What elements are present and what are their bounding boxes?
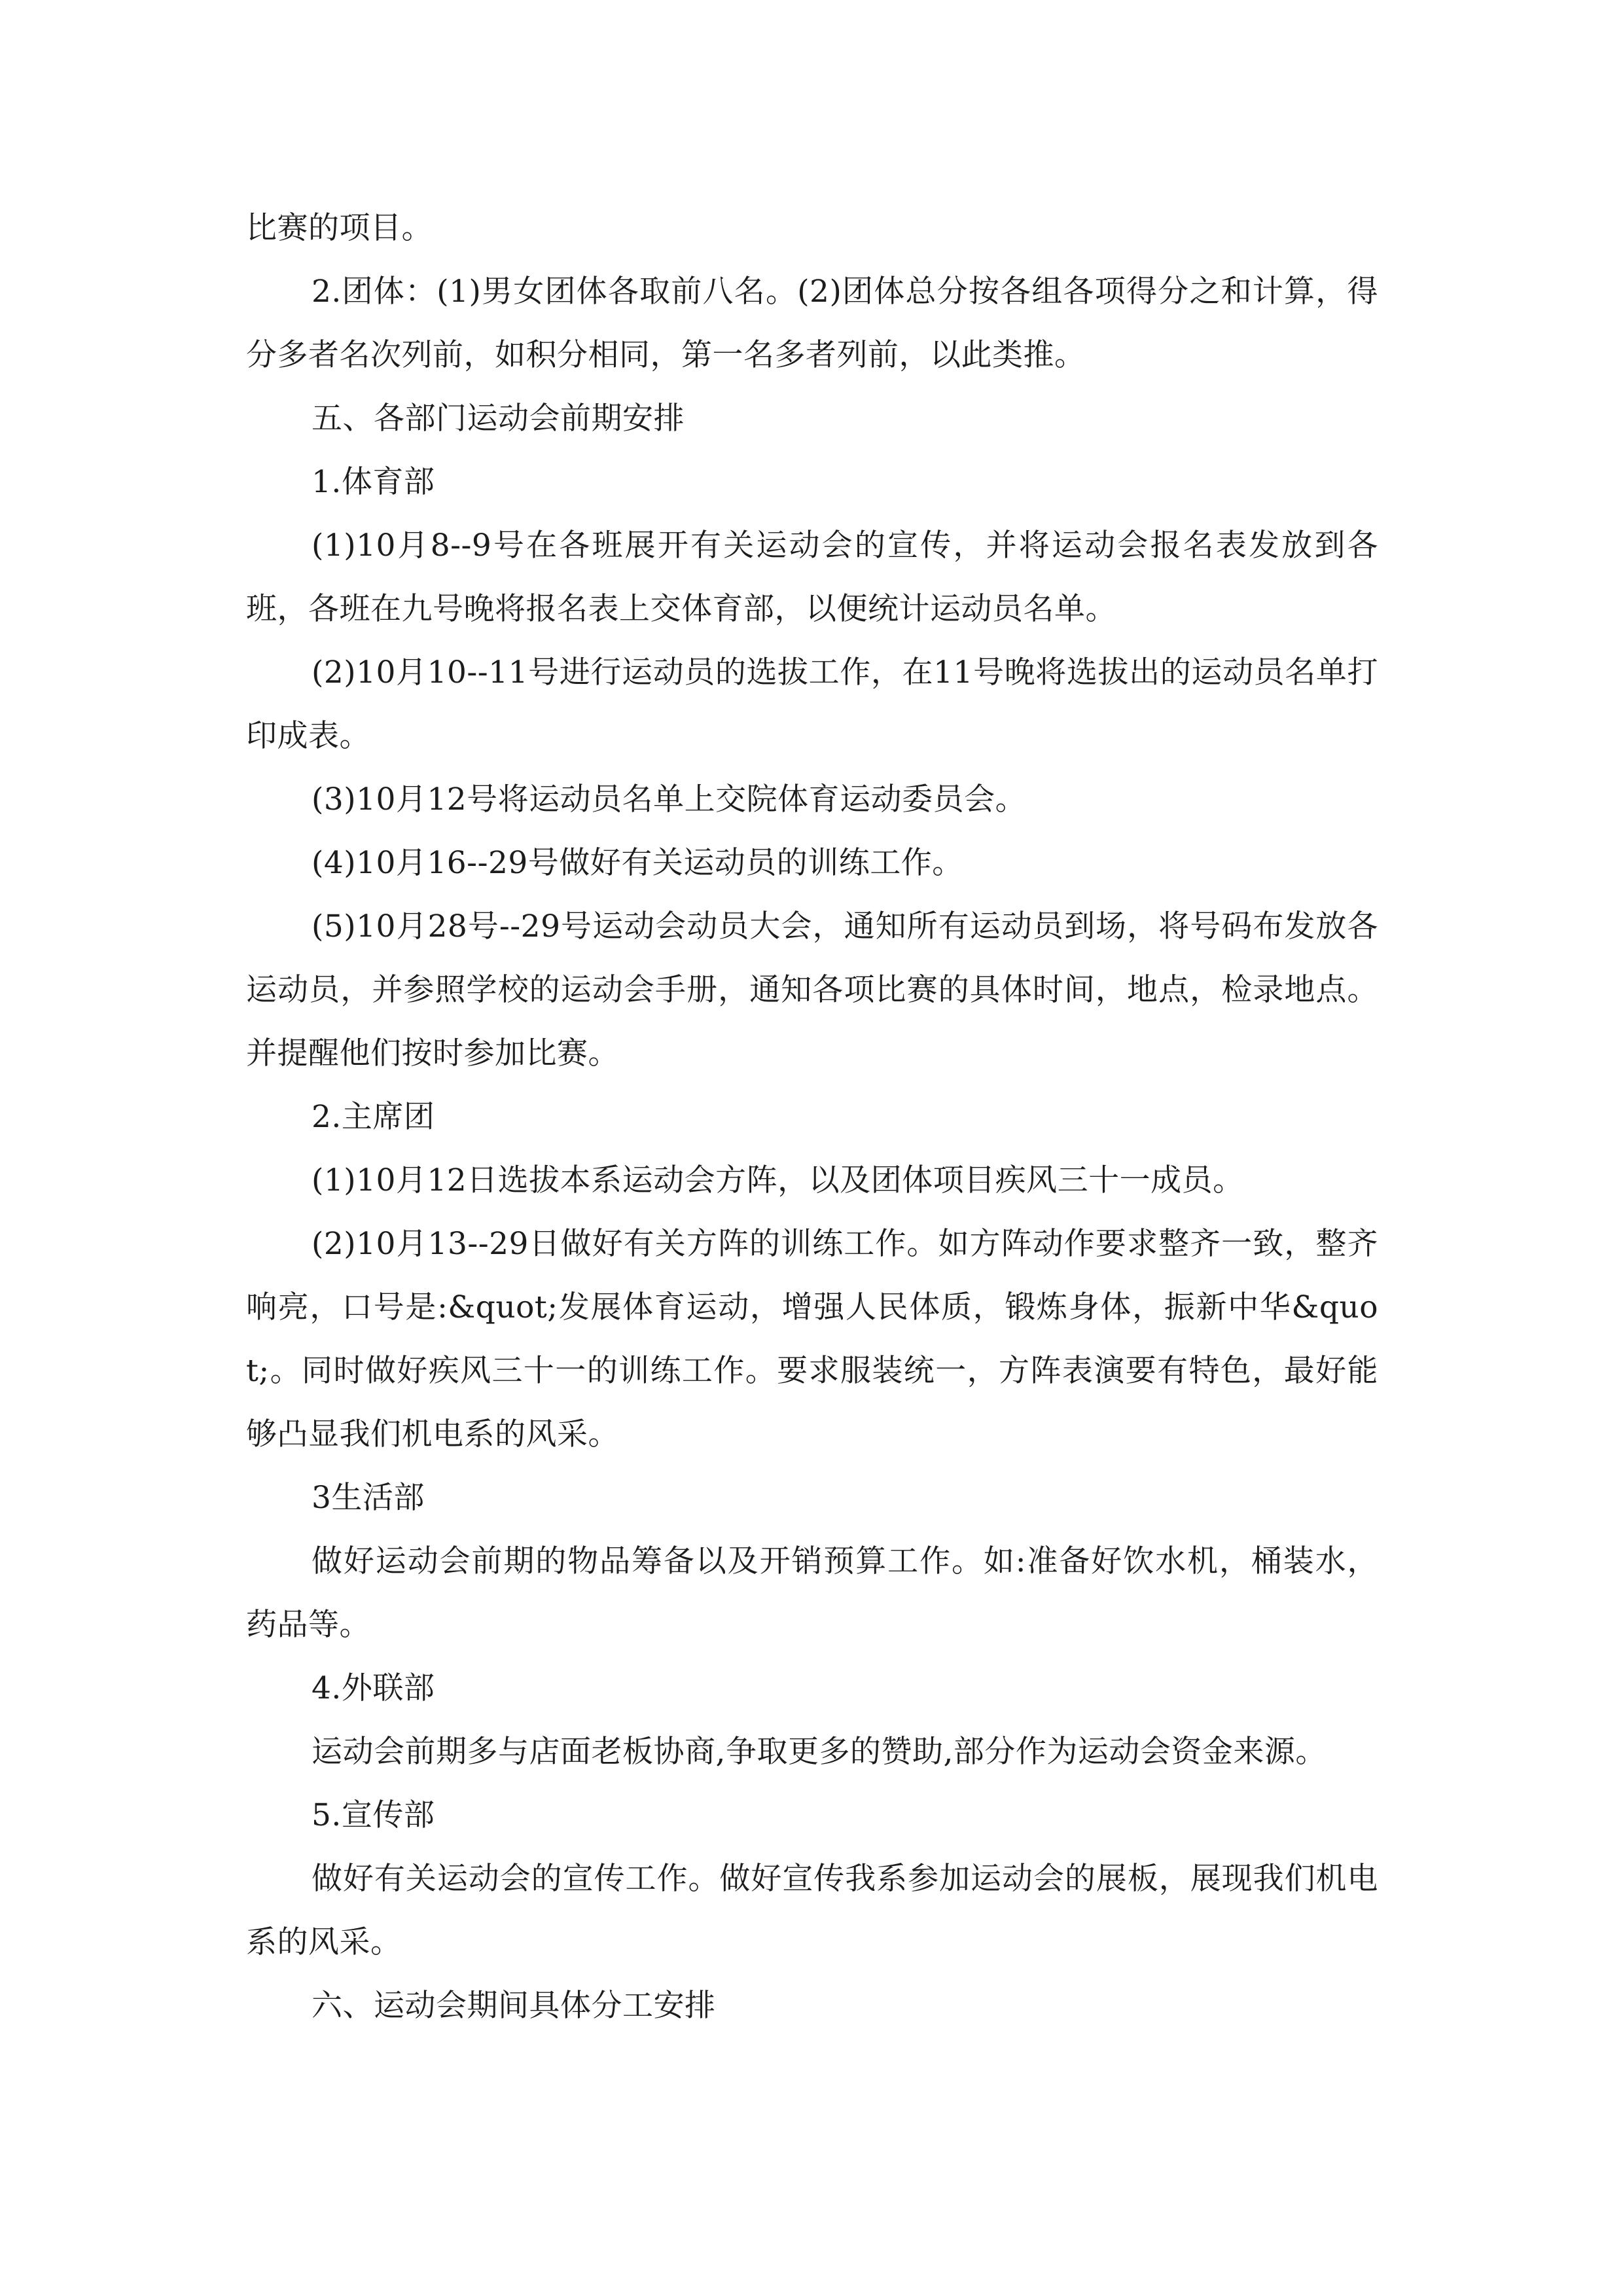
- paragraph-external-dept: 运动会前期多与店面老板协商,争取更多的赞助,部分作为运动会资金来源。: [312, 1734, 1327, 1770]
- subheading-publicity-dept: 5.宣传部: [312, 1797, 435, 1833]
- paragraph-life-dept: 做好运动会前期的物品筹备以及开销预算工作。如:准备好饮水机，桶装水，药品等。: [246, 1543, 1378, 1643]
- section-heading-6: 六、运动会期间具体分工安排: [312, 1988, 716, 2024]
- subheading-external-dept: 4.外联部: [312, 1670, 435, 1706]
- list-item: (4)10月16--29号做好有关运动员的训练工作。: [312, 845, 963, 881]
- paragraph-continuation: 比赛的项目。: [246, 210, 433, 246]
- subheading-presidium: 2.主席团: [312, 1099, 435, 1135]
- subheading-sports-dept: 1.体育部: [312, 464, 435, 500]
- section-heading-5: 五、各部门运动会前期安排: [312, 401, 685, 437]
- document-body: [246, 196, 1378, 2037]
- list-item: (1)10月8--9号在各班展开有关运动会的宣传，并将运动会报名表发放到各班，各班在九号晚将报名表上交体育部，以便统计运动员名单。: [246, 528, 1378, 627]
- list-item: (2)10月10--11号进行运动员的选拔工作，在11号晚将选拔出的运动员名单打印成表。: [246, 655, 1378, 754]
- list-item: (1)10月12日选拔本系运动会方阵，以及团体项目疾风三十一成员。: [312, 1162, 1244, 1198]
- paragraph-publicity-dept: 做好有关运动会的宣传工作。做好宣传我系参加运动会的展板，展现我们机电系的风采。: [246, 1861, 1378, 1960]
- list-item: (5)10月28号--29号运动会动员大会，通知所有运动员到场，将号码布发放各运动员，并参照学校的运动会手册，通知各项比赛的具体时间，地点，检录地点。并提醒他们按时参加比赛。: [246, 908, 1378, 1071]
- paragraph-team-ranking: 2.团体：(1)男女团体各取前八名。(2)团体总分按各组各项得分之和计算，得分多者名次列前，如积分相同，第一名多者列前，以此类推。: [246, 274, 1378, 373]
- list-item: (2)10月13--29日做好有关方阵的训练工作。如方阵动作要求整齐一致，整齐响亮，口号是:&quot;发展体育运动，增强人民体质，锻炼身体，振新中华&quot;。同时做好疾风三十一的训练工作。要求服装统一，方阵表演要有特色，最好能够凸显我们机电系的风采。: [246, 1226, 1378, 1452]
- list-item: (3)10月12号将运动员名单上交院体育运动委员会。: [312, 781, 1027, 817]
- subheading-life-dept: 3生活部: [312, 1480, 425, 1516]
